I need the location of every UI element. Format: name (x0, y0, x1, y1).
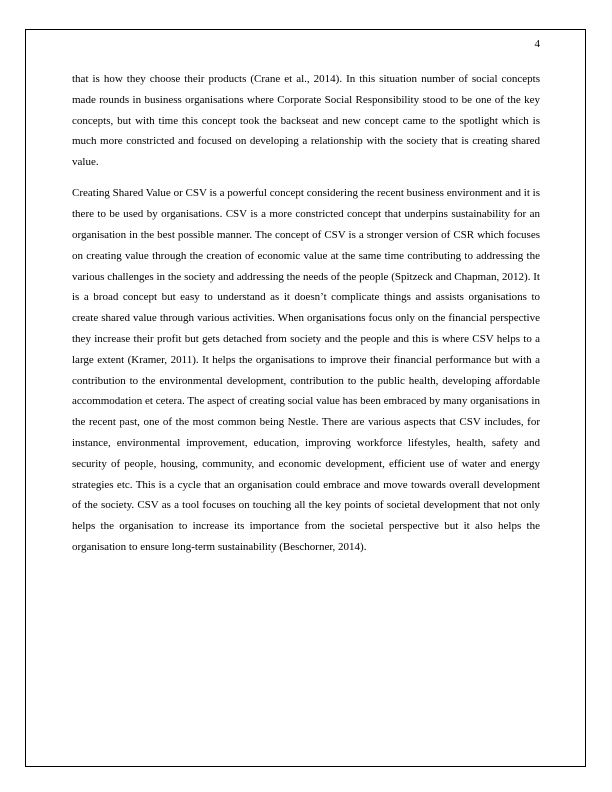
body-paragraph-1: that is how they choose their products (Crane et al., 2014). In this situation number of social concepts made rounds in business organisations where Corporate Social Responsibility stood to be one of the key concepts, but with time this concept took the backseat and new concept came to the spotlight which is much more constricted and focused on developing a relationship with the society that is creating shared value. (72, 73, 540, 169)
body-paragraph-2: Creating Shared Value or CSV is a powerful concept considering the recent business environment and it is there to be used by organisations. CSV is a more constricted concept that underpins sustainability for an organisation in the best possible manner. The concept of CSV is a stronger version of CSR which focuses on creating value through the creation of economic value at the same time contributing to addressing the various challenges in the society and addressing the needs of the people (Spitzeck and Chapman, 2012). It is a broad concept but easy to understand as it doesn’t complicate things and assists organisations to create shared value through various activities. When organisations focus only on the financial perspective they increase their profit but gets detached from society and the people and this is where CSV helps to a large extent (Kramer, 2011). It helps the organisations to improve their financial performance but with a contribution to the environmental development, contribution to the public health, developing affordable accommodation et cetera. The aspect of creating social value has been embraced by many organisations in the recent past, one of the most common being Nestle. There are various aspects that CSV includes, for instance, environmental improvement, education, improving workforce lifestyles, health, safety and security of people, housing, community, and economic development, efficient use of water and energy strategies etc. This is a cycle that an organisation could embrace and move towards overall development of the society. CSV as a tool focuses on touching all the key points of societal development that not only helps the organisation to increase its importance from the societal perspective but it also helps the organisation to ensure long-term sustainability (Beschorner, 2014). (72, 187, 540, 554)
page-number: 4 (534, 38, 540, 50)
document-body (72, 69, 540, 568)
